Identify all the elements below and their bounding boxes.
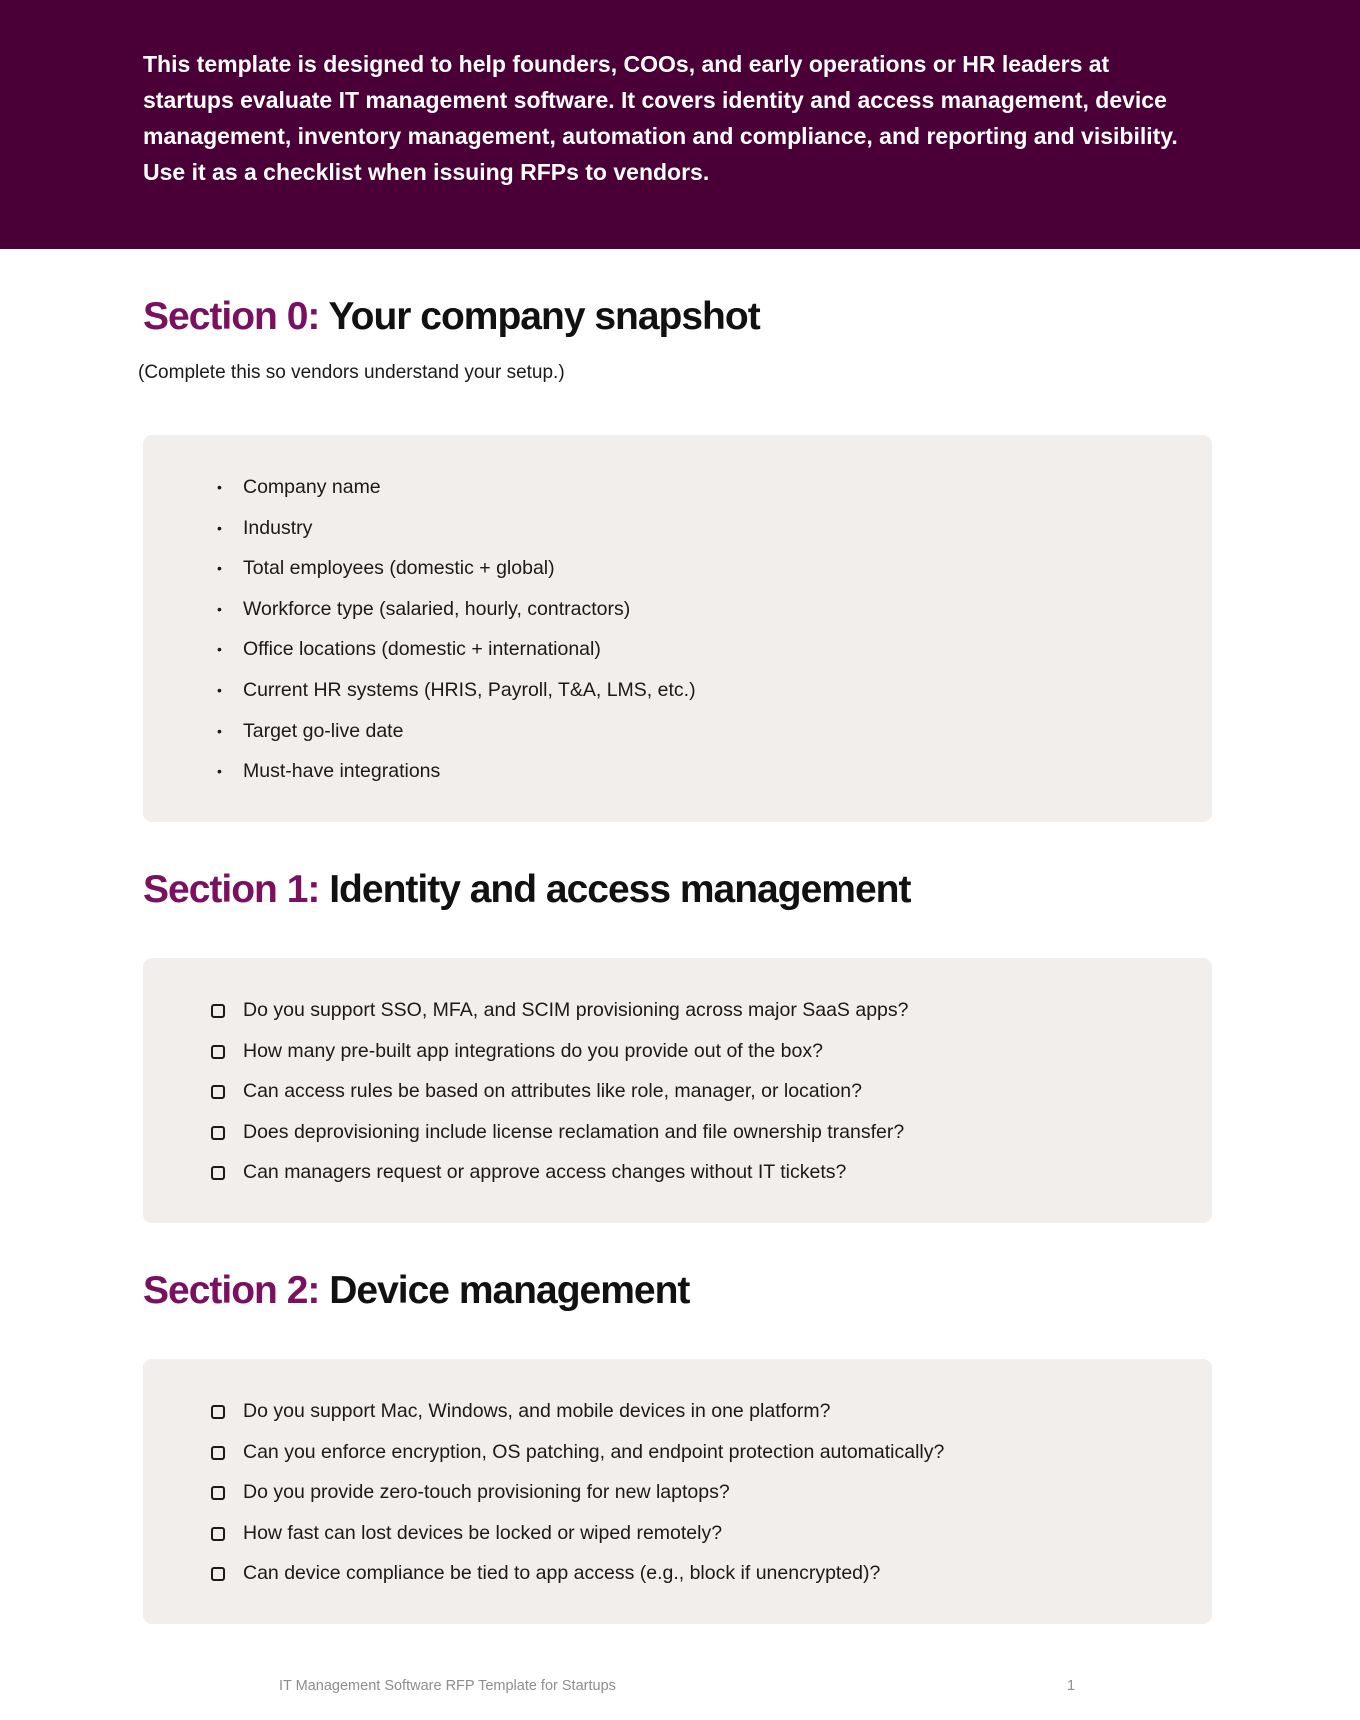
section-2-panel	[143, 1359, 1212, 1624]
checklist-item	[143, 1472, 1212, 1513]
intro-text: This template is designed to help founders, COOs, and early operations or HR leaders at startups evaluate IT management software. It covers identity and access management, device management, inventory management, automation and compliance, and reporting and visibility. Use it as a checklist when issuing RFPs to vendors.	[143, 51, 1178, 185]
bullet-icon: •	[217, 641, 222, 658]
checklist-item	[143, 1031, 1212, 1072]
section-0-note: (Complete this so vendors understand your setup.)	[138, 362, 565, 383]
list-item-text: Target go-live date	[243, 719, 404, 742]
footer-page-number: 1	[1067, 1678, 1076, 1694]
section-1-heading	[143, 866, 910, 914]
list-item-text: Workforce type (salaried, hourly, contractors)	[243, 597, 631, 620]
checkbox-icon[interactable]	[211, 1567, 225, 1581]
list-item	[143, 467, 1212, 508]
list-item-text: Must-have integrations	[243, 760, 441, 783]
bullet-icon: •	[217, 681, 222, 698]
checklist-item-text: Can you enforce encryption, OS patching, and endpoint protection automatically?	[243, 1440, 945, 1463]
list-item	[143, 670, 1212, 711]
checklist-item	[143, 990, 1212, 1031]
bullet-icon: •	[217, 519, 222, 536]
checklist-item-text: Do you support SSO, MFA, and SCIM provisioning across major SaaS apps?	[243, 999, 909, 1021]
list-item	[143, 508, 1212, 549]
section-0-heading	[143, 293, 760, 341]
checklist-item-text: How many pre-built app integrations do you provide out of the box?	[243, 1039, 823, 1062]
checklist-item	[143, 1553, 1212, 1594]
checkbox-icon[interactable]	[211, 1405, 225, 1419]
device-management-checklist	[143, 1391, 1212, 1594]
section-1-panel	[143, 958, 1212, 1223]
list-item-text: Company name	[243, 476, 381, 498]
checklist-item	[143, 1391, 1212, 1432]
list-item-text: Current HR systems (HRIS, Payroll, T&A, LMS, etc.)	[243, 678, 696, 701]
checklist-item-text: Can access rules be based on attributes like role, manager, or location?	[243, 1080, 862, 1103]
checklist-item-text: Do you support Mac, Windows, and mobile devices in one platform?	[243, 1400, 831, 1422]
intro-banner	[0, 0, 1360, 249]
checkbox-icon[interactable]	[211, 1085, 225, 1099]
checklist-item	[143, 1432, 1212, 1473]
section-2-heading	[143, 1267, 689, 1315]
company-snapshot-list	[143, 467, 1212, 792]
section-2-prefix: Section 2:	[143, 1269, 320, 1312]
checkbox-icon[interactable]	[211, 1166, 225, 1180]
list-item-text: Office locations (domestic + international)	[243, 638, 601, 661]
section-1-title: Identity and access management	[329, 868, 911, 911]
section-0-title: Your company snapshot	[328, 295, 760, 338]
checkbox-icon[interactable]	[211, 1045, 225, 1059]
section-2-title: Device management	[329, 1269, 690, 1312]
bullet-icon: •	[217, 560, 222, 577]
checkbox-icon[interactable]	[211, 1004, 225, 1018]
checklist-item	[143, 1112, 1212, 1153]
section-1-prefix: Section 1:	[143, 868, 320, 911]
bullet-icon: •	[217, 600, 222, 617]
checklist-item-text: Can managers request or approve access changes without IT tickets?	[243, 1161, 847, 1184]
checklist-item-text: Does deprovisioning include license reclamation and file ownership transfer?	[243, 1120, 905, 1143]
checklist-item	[143, 1152, 1212, 1193]
bullet-icon: •	[217, 722, 222, 739]
checklist-item-text: How fast can lost devices be locked or wiped remotely?	[243, 1521, 723, 1544]
checkbox-icon[interactable]	[211, 1126, 225, 1140]
checkbox-icon[interactable]	[211, 1486, 225, 1500]
section-0-prefix: Section 0:	[143, 295, 320, 338]
list-item	[143, 711, 1212, 752]
list-item	[143, 548, 1212, 589]
checkbox-icon[interactable]	[211, 1446, 225, 1460]
checklist-item	[143, 1071, 1212, 1112]
checklist-item	[143, 1513, 1212, 1554]
checklist-item-text: Do you provide zero-touch provisioning for new laptops?	[243, 1481, 730, 1504]
bullet-icon: •	[217, 479, 222, 495]
bullet-icon: •	[217, 763, 222, 780]
list-item	[143, 629, 1212, 670]
section-0-panel	[143, 435, 1212, 822]
identity-access-checklist	[143, 990, 1212, 1193]
checklist-item-text: Can device compliance be tied to app access (e.g., block if unencrypted)?	[243, 1562, 881, 1585]
list-item	[143, 751, 1212, 792]
list-item	[143, 589, 1212, 630]
checkbox-icon[interactable]	[211, 1527, 225, 1541]
footer-document-title: IT Management Software RFP Template for Startups	[279, 1678, 616, 1694]
list-item-text: Industry	[243, 516, 313, 539]
list-item-text: Total employees (domestic + global)	[243, 557, 555, 580]
